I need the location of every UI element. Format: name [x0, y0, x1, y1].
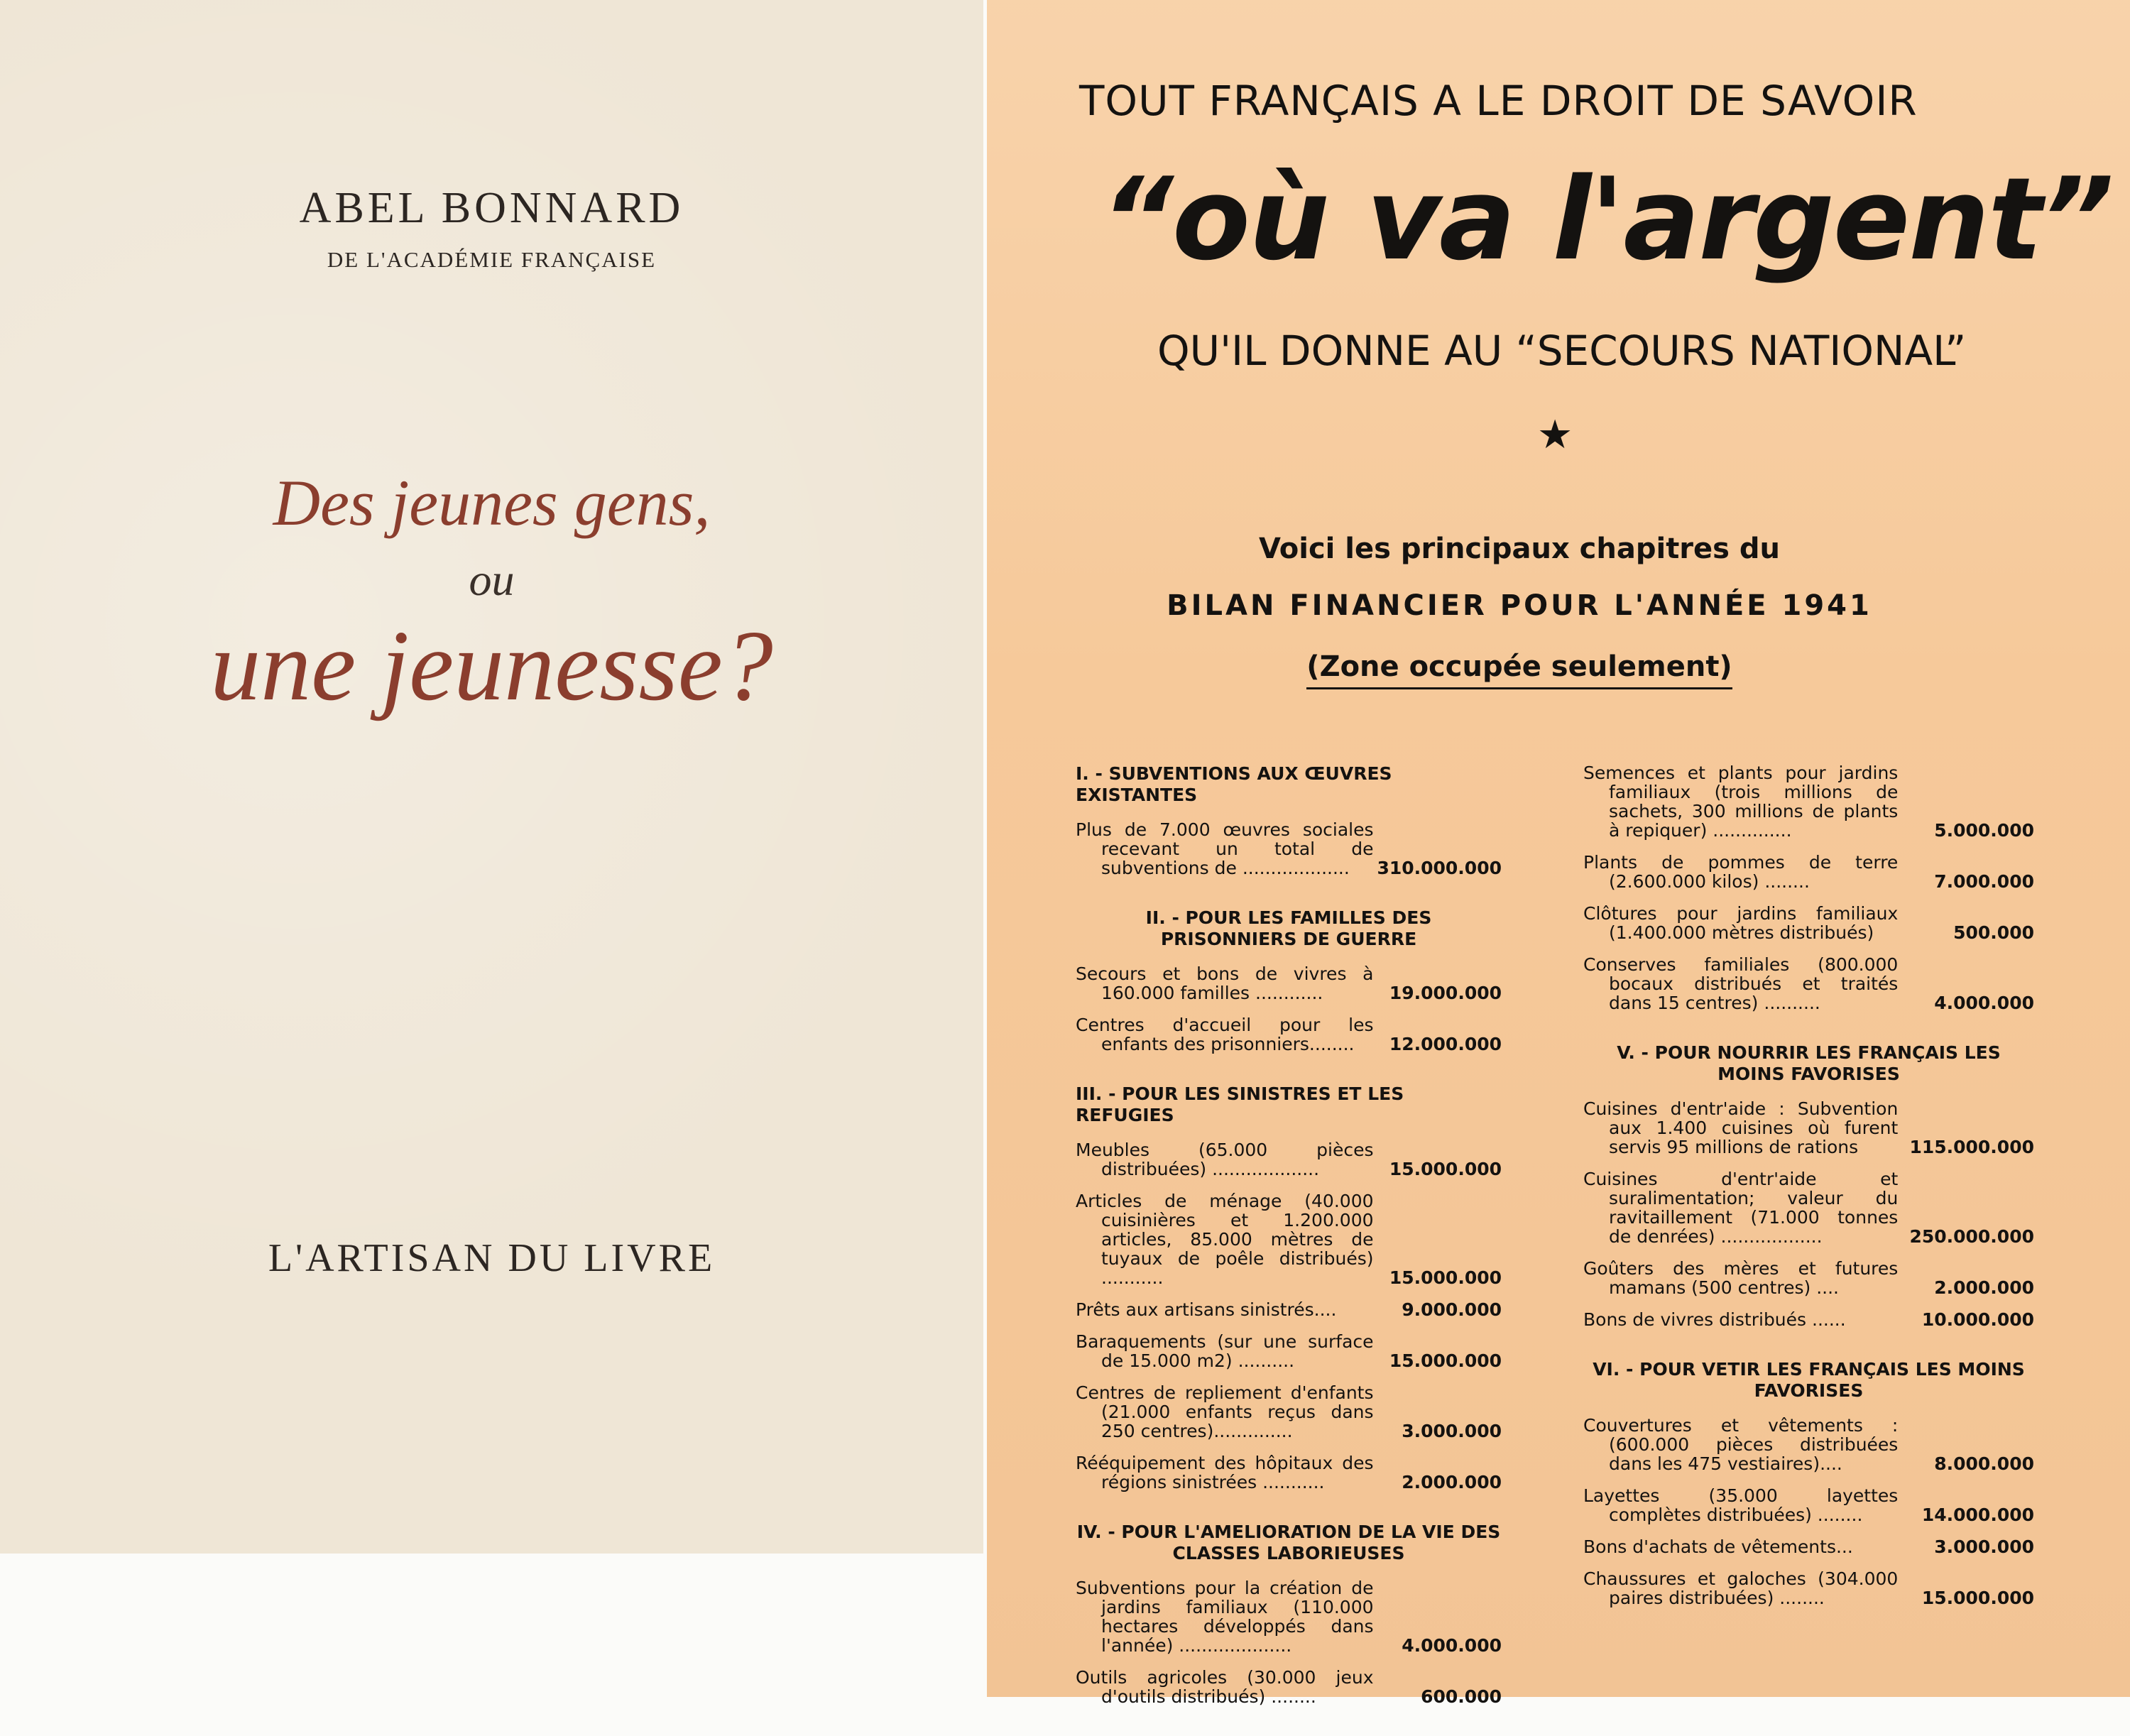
entry-description: Meubles (65.000 pièces distribuées) ................... — [1076, 1140, 1374, 1179]
leaflet-top-line: TOUT FRANÇAIS A LE DROIT DE SAVOIR — [1079, 77, 1918, 125]
budget-entry — [1583, 763, 2034, 840]
entry-amount: 310.000.000 — [1377, 858, 1502, 878]
entry-amount: 4.000.000 — [1402, 1635, 1502, 1656]
budget-section — [1076, 1083, 1502, 1492]
entry-amount: 19.000.000 — [1389, 983, 1502, 1003]
entry-amount: 8.000.000 — [1934, 1453, 2034, 1474]
book-cover — [0, 0, 983, 1554]
budget-entry — [1076, 964, 1502, 1003]
budget-section — [1076, 1522, 1502, 1706]
budget-section — [1076, 763, 1502, 878]
cover-title-line2: ou — [469, 555, 515, 605]
budget-entry — [1076, 1140, 1502, 1179]
entry-amount: 14.000.000 — [1921, 1505, 2034, 1525]
leaflet — [987, 0, 2130, 1707]
budget-entry — [1583, 1310, 2034, 1329]
budget-section — [1583, 1042, 2034, 1329]
budget-entry — [1076, 1578, 1502, 1655]
entry-description: Layettes (35.000 layettes complètes distribuées) ........ — [1583, 1485, 1899, 1525]
budget-entry — [1076, 1191, 1502, 1287]
leaflet-zone-text: (Zone occupée seulement) — [1306, 650, 1732, 689]
entry-description: Outils agricoles (30.000 jeux d'outils distribués) ........ — [1076, 1667, 1374, 1707]
star-icon: ★ — [1537, 412, 1573, 458]
leaflet-zone-note — [987, 650, 2052, 683]
entry-amount: 15.000.000 — [1389, 1159, 1502, 1179]
leaflet-report-title: BILAN FINANCIER POUR L'ANNÉE 1941 — [1167, 589, 1872, 622]
entry-description: Chaussures et galoches (304.000 paires distribuées) ........ — [1583, 1568, 1899, 1608]
leaflet-intro: Voici les principaux chapitres du — [1258, 533, 1781, 565]
entry-amount: 9.000.000 — [1402, 1299, 1502, 1320]
budget-entry — [1076, 1332, 1502, 1370]
budget-section — [1583, 763, 2034, 1012]
section-title: V. - POUR NOURRIR LES FRANÇAIS LES MOINS FAVORISES — [1617, 1042, 2001, 1084]
entry-description: Plus de 7.000 œuvres sociales recevant un total de subventions de ................... — [1076, 819, 1374, 878]
entry-description: Cuisines d'entr'aide : Subvention aux 1.400 cuisines où furent servis 95 millions de rations — [1583, 1098, 1899, 1157]
budget-entry — [1583, 1416, 2034, 1473]
cover-title-line1: Des jeunes gens, — [273, 466, 711, 539]
section-title: II. - POUR LES FAMILLES DES PRISONNIERS DE GUERRE — [1145, 907, 1432, 949]
entry-description: Subventions pour la création de jardins familiaux (110.000 hectares développés dans l'année) .................... — [1076, 1578, 1374, 1656]
budget-entry — [1076, 820, 1502, 878]
entry-amount: 2.000.000 — [1934, 1277, 2034, 1298]
entry-amount: 7.000.000 — [1934, 871, 2034, 892]
budget-entry — [1076, 1300, 1502, 1319]
entry-description: Centres de repliement d'enfants (21.000 enfants reçus dans 250 centres).............. — [1076, 1382, 1374, 1441]
section-title: VI. - POUR VETIR LES FRANÇAIS LES MOINS FAVORISES — [1593, 1359, 2025, 1401]
section-title: I. - SUBVENTIONS AUX ŒUVRES EXISTANTES — [1076, 763, 1392, 805]
budget-entry — [1076, 1015, 1502, 1054]
right-column — [1583, 763, 2034, 1637]
cover-publisher: L'ARTISAN DU LIVRE — [268, 1236, 716, 1280]
budget-entry — [1583, 1259, 2034, 1297]
section-title: IV. - POUR L'AMELIORATION DE LA VIE DES CLASSES LABORIEUSES — [1076, 1522, 1501, 1563]
budget-entry — [1076, 1383, 1502, 1441]
budget-entry — [1583, 1169, 2034, 1246]
entry-description: Centres d'accueil pour les enfants des prisonniers........ — [1076, 1015, 1374, 1054]
entry-amount: 3.000.000 — [1402, 1421, 1502, 1441]
entry-description: Bons d'achats de vêtements... — [1583, 1536, 1853, 1557]
entry-amount: 500.000 — [1953, 922, 2034, 943]
entry-amount: 15.000.000 — [1389, 1350, 1502, 1371]
entry-description: Articles de ménage (40.000 cuisinières et 1.200.000 articles, 85.000 mètres de tuyaux de poêle distribués) ........... — [1076, 1191, 1374, 1288]
budget-entry — [1583, 1537, 2034, 1556]
entry-amount: 5.000.000 — [1934, 820, 2034, 841]
budget-entry — [1583, 904, 2034, 942]
budget-section — [1076, 907, 1502, 1054]
entry-description: Clôtures pour jardins familiaux (1.400.000 mètres distribués) — [1583, 903, 1899, 943]
left-column — [1076, 763, 1502, 1736]
budget-section — [1583, 1359, 2034, 1607]
entry-amount: 10.000.000 — [1921, 1309, 2034, 1330]
entry-description: Cuisines d'entr'aide et suralimentation; valeur du ravitaillement (71.000 tonnes de denrées) .................. — [1583, 1169, 1899, 1247]
entry-amount: 250.000.000 — [1909, 1226, 2034, 1247]
entry-description: Secours et bons de vivres à 160.000 familles ............ — [1076, 963, 1374, 1003]
entry-amount: 15.000.000 — [1921, 1588, 2034, 1608]
entry-amount: 115.000.000 — [1909, 1137, 2034, 1157]
entry-amount: 3.000.000 — [1934, 1536, 2034, 1557]
entry-description: Goûters des mères et futures mamans (500 centres) .... — [1583, 1258, 1899, 1298]
section-title: III. - POUR LES SINISTRES ET LES REFUGIES — [1076, 1083, 1404, 1125]
entry-description: Bons de vivres distribués ...... — [1583, 1309, 1846, 1330]
entry-description: Rééquipement des hôpitaux des régions sinistrées ........... — [1076, 1453, 1374, 1492]
cover-author: ABEL BONNARD — [299, 184, 684, 232]
entry-amount: 12.000.000 — [1389, 1034, 1502, 1054]
cover-academy: DE L'ACADÉMIE FRANÇAISE — [327, 247, 657, 272]
budget-entry — [1583, 853, 2034, 891]
budget-entry — [1583, 1569, 2034, 1607]
entry-description: Conserves familiales (800.000 bocaux distribués et traités dans 15 centres) .......... — [1583, 954, 1899, 1013]
entry-amount: 4.000.000 — [1934, 993, 2034, 1013]
budget-entry — [1076, 1453, 1502, 1492]
budget-entry — [1583, 1486, 2034, 1524]
leaflet-headline: “où va l'argent” — [1100, 153, 2113, 285]
budget-entry — [1583, 1099, 2034, 1157]
leaflet-subline: QU'IL DONNE AU “SECOURS NATIONAL” — [1157, 327, 1967, 375]
entry-amount: 15.000.000 — [1389, 1267, 1502, 1288]
budget-entry — [1583, 955, 2034, 1012]
budget-entry — [1076, 1668, 1502, 1706]
entry-description: Prêts aux artisans sinistrés.... — [1076, 1299, 1337, 1320]
entry-amount: 600.000 — [1421, 1686, 1502, 1707]
entry-amount: 2.000.000 — [1402, 1472, 1502, 1492]
entry-description: Plants de pommes de terre (2.600.000 kilos) ........ — [1583, 852, 1899, 892]
entry-description: Couvertures et vêtements : (600.000 pièces distribuées dans les 475 vestiaires).... — [1583, 1415, 1899, 1474]
entry-description: Baraquements (sur une surface de 15.000 m2) .......... — [1076, 1331, 1374, 1371]
entry-description: Semences et plants pour jardins familiaux (trois millions de sachets, 300 millions de plants à repiquer) .............. — [1583, 763, 1899, 841]
cover-title-line3: une jeunesse? — [210, 609, 773, 721]
